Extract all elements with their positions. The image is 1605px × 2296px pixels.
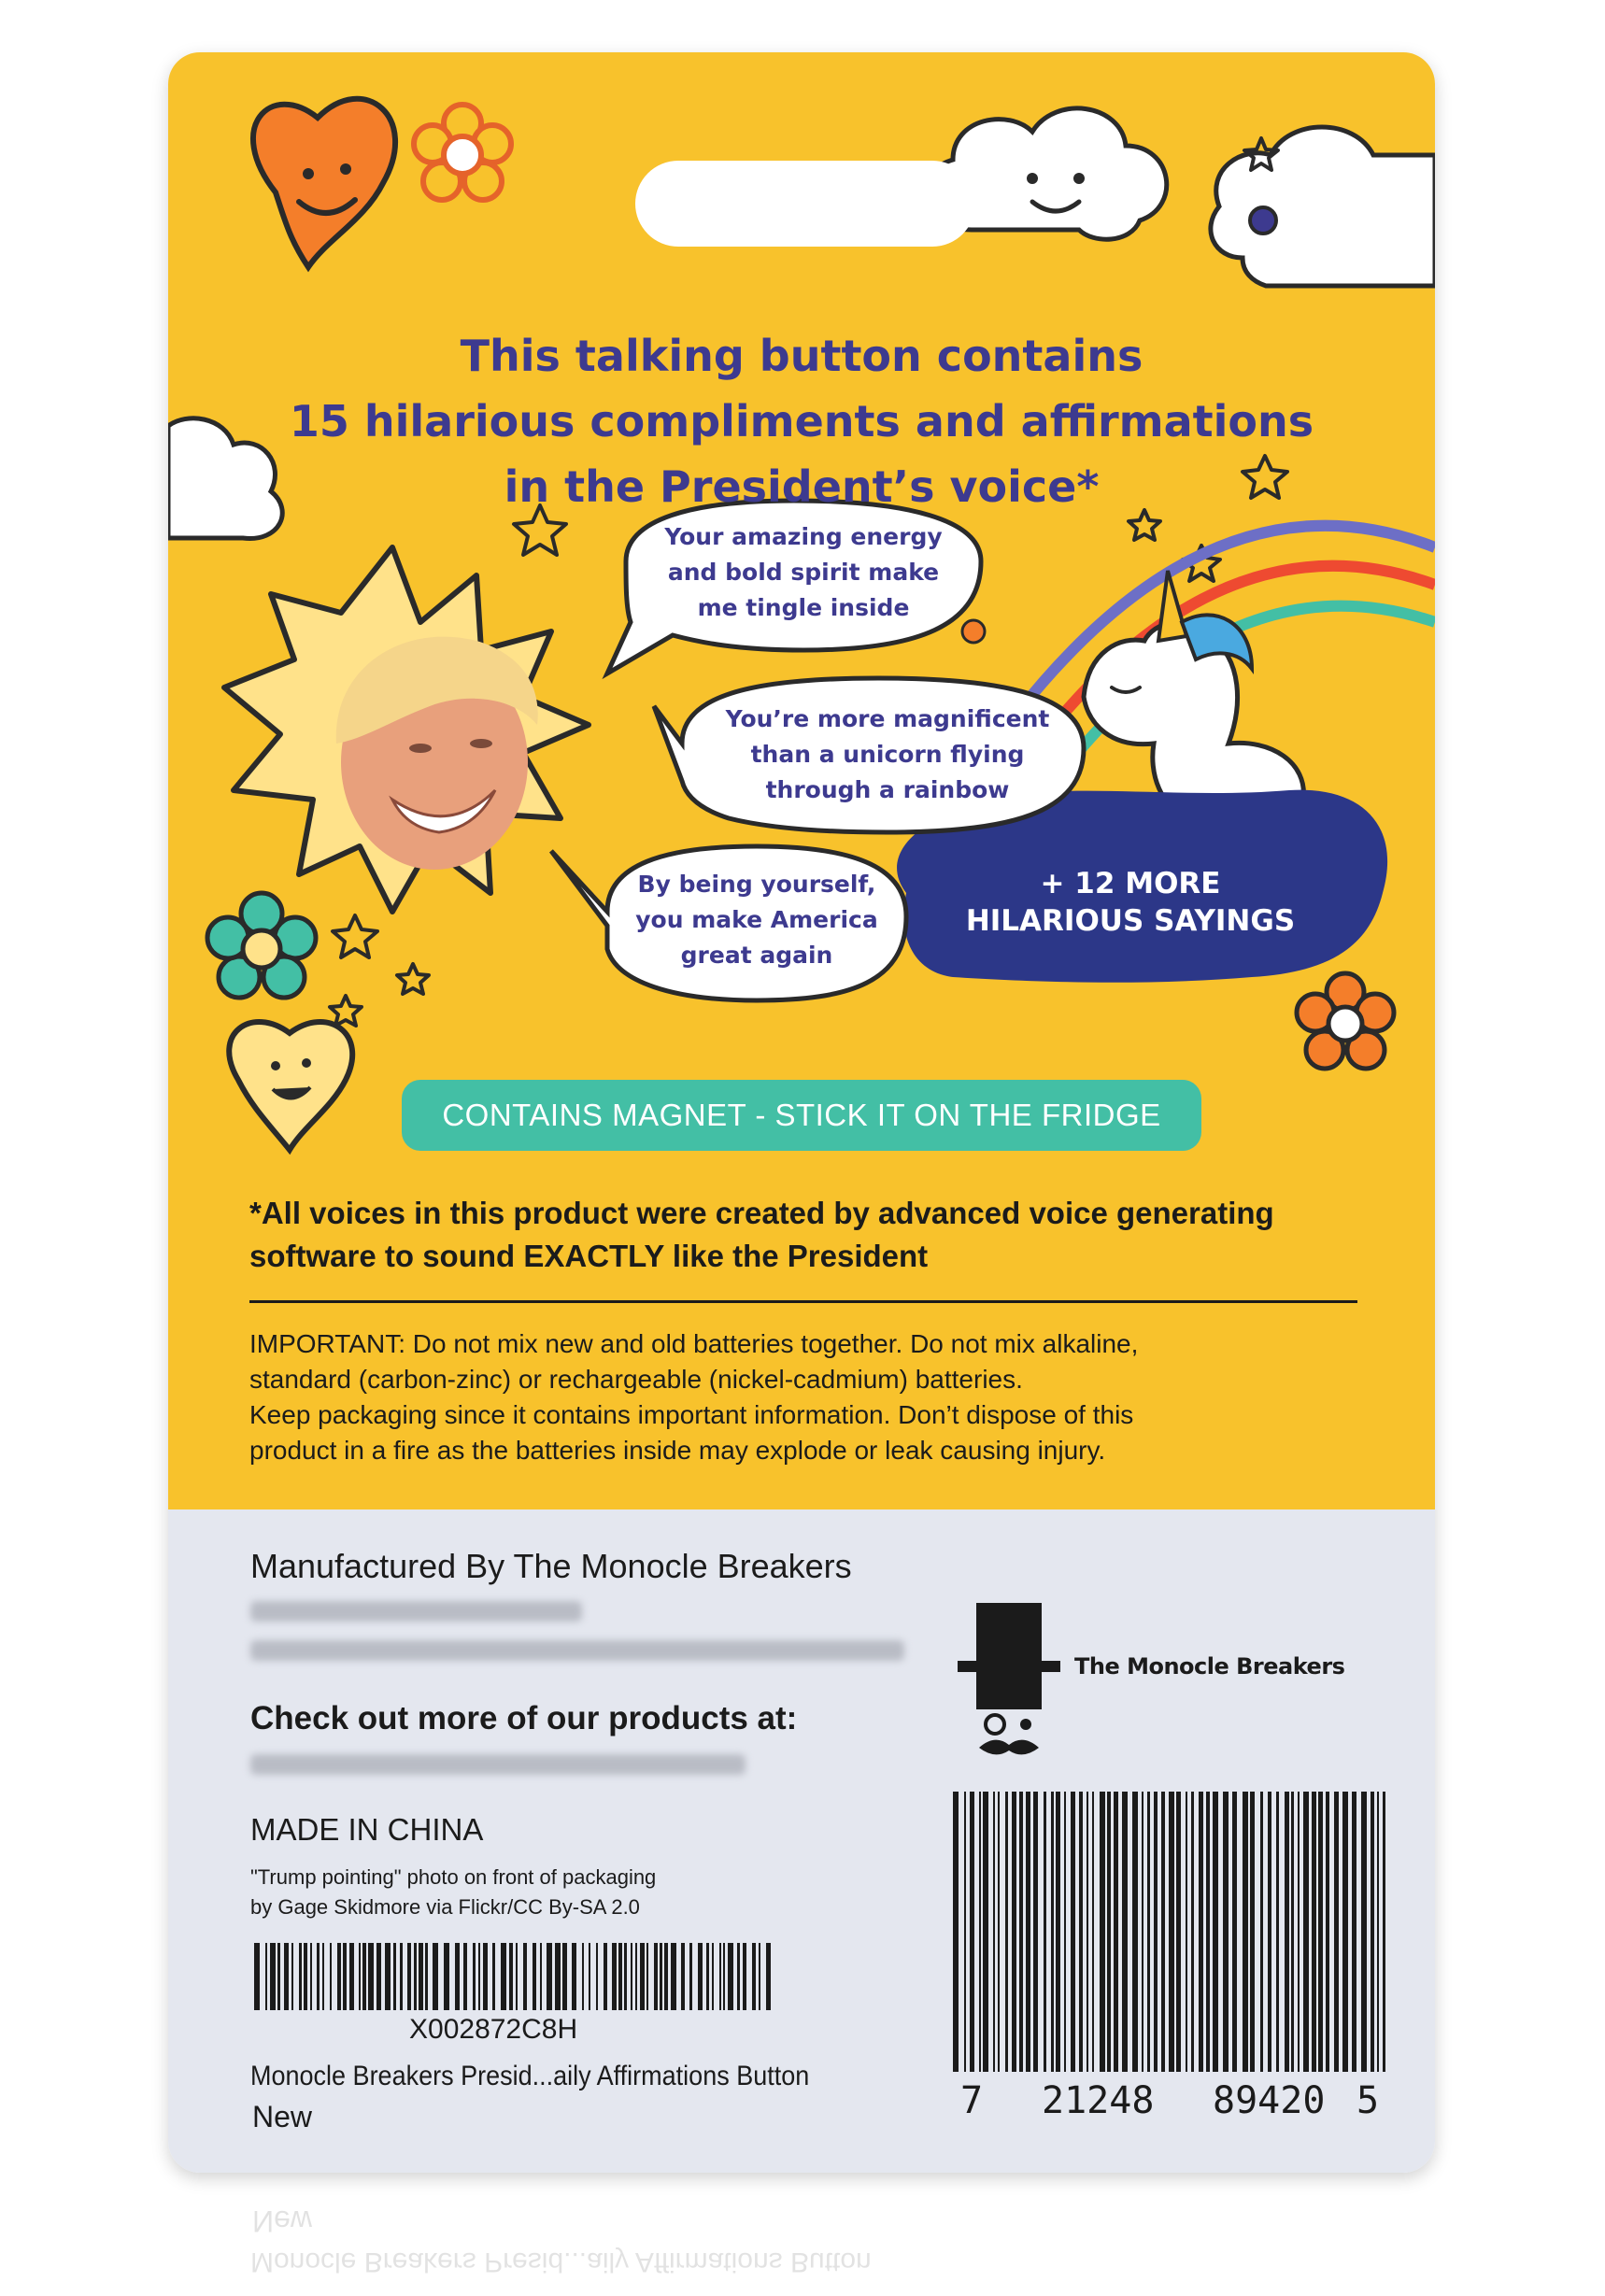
barcode-bar bbox=[265, 1943, 267, 2010]
barcode-bar bbox=[654, 1943, 658, 2010]
reflection-product-name: Monocle Breakers Presid...aily Affirmations Button bbox=[250, 2246, 872, 2277]
barcode-bar bbox=[562, 1943, 567, 2010]
barcode-bar bbox=[970, 1792, 974, 2072]
barcode-bar bbox=[1213, 1792, 1218, 2072]
barcode-bar bbox=[582, 1943, 584, 2010]
headline-line: in the President’s voice* bbox=[504, 461, 1100, 512]
more-sayings-line: HILARIOUS SAYINGS bbox=[965, 904, 1296, 938]
made-in-label: MADE IN CHINA bbox=[250, 1812, 484, 1847]
barcode-bar bbox=[270, 1943, 276, 2010]
barcode-bar bbox=[1147, 1792, 1150, 2072]
barcode-bar bbox=[752, 1943, 756, 2010]
check-products-label: Check out more of our products at: bbox=[250, 1700, 798, 1736]
more-sayings-line: + 12 MORE bbox=[1040, 867, 1221, 900]
star-icon bbox=[330, 996, 362, 1026]
bubble-text-america bbox=[607, 867, 906, 973]
barcode-bar bbox=[1303, 1792, 1309, 2072]
barcode-bar bbox=[501, 1943, 506, 2010]
barcode-bar bbox=[1383, 1792, 1385, 2072]
barcode-bar bbox=[473, 1943, 476, 2010]
barcode-bar bbox=[1064, 1792, 1066, 2072]
bubble-line: By being yourself, bbox=[637, 871, 876, 898]
barcode-bar bbox=[1005, 1792, 1008, 2072]
bubble-line: great again bbox=[680, 942, 833, 969]
barcode-bar bbox=[516, 1943, 518, 2010]
barcode-bar bbox=[719, 1943, 721, 2010]
barcode-bar bbox=[1161, 1792, 1165, 2072]
fnsku-code: X002872C8H bbox=[409, 2014, 578, 2045]
barcode-bar bbox=[1342, 1792, 1348, 2072]
disclaimer-line: *All voices in this product were created by advanced voice generating bbox=[249, 1196, 1274, 1230]
flower-icon bbox=[1250, 207, 1276, 234]
barcode-bar bbox=[322, 1943, 324, 2010]
barcode-bar bbox=[1186, 1792, 1187, 2072]
warning-line: Keep packaging since it contains important information. Don’t dispose of this bbox=[249, 1400, 1134, 1429]
barcode-bar bbox=[362, 1943, 366, 2010]
warning-line: standard (carbon-zinc) or rechargeable (nickel-cadmium) batteries. bbox=[249, 1365, 1023, 1394]
upc-last-digit: 5 bbox=[1356, 2079, 1380, 2122]
bubble-line: me tingle inside bbox=[697, 594, 910, 621]
magnet-badge: CONTAINS MAGNET - STICK IT ON THE FRIDGE bbox=[402, 1080, 1201, 1151]
barcode-bar bbox=[1044, 1792, 1046, 2072]
barcode-bar bbox=[766, 1943, 771, 2010]
barcode-bar bbox=[664, 1943, 668, 2010]
barcode-bar bbox=[393, 1943, 396, 2010]
barcode-bar bbox=[1019, 1792, 1023, 2072]
barcode-bar bbox=[1154, 1792, 1158, 2072]
bubble-line: you make America bbox=[635, 906, 878, 933]
barcode-bar bbox=[433, 1943, 438, 2010]
barcode-bar bbox=[743, 1943, 746, 2010]
packaging-card bbox=[168, 52, 1435, 2173]
star-icon bbox=[397, 964, 429, 994]
bubble-line: Your amazing energy bbox=[664, 523, 943, 550]
barcode-bar bbox=[1169, 1792, 1174, 2072]
star-icon bbox=[333, 915, 377, 957]
barcode-bar bbox=[419, 1943, 423, 2010]
disclaimer-line: software to sound EXACTLY like the President bbox=[249, 1239, 929, 1273]
barcode-bar bbox=[1176, 1792, 1181, 2072]
warning-line: product in a fire as the batteries inside may explode or leak causing injury. bbox=[249, 1436, 1106, 1465]
credit-line: "Trump pointing" photo on front of packaging bbox=[250, 1865, 657, 1889]
headline-line: This talking button contains bbox=[460, 331, 1143, 381]
barcode-bar bbox=[1026, 1792, 1030, 2072]
monocle-breakers-logo bbox=[953, 1603, 1065, 1762]
floor-reflection bbox=[168, 2182, 1435, 2296]
barcode-bar bbox=[953, 1792, 959, 2072]
barcode-bar bbox=[1250, 1792, 1255, 2072]
barcode-bar bbox=[1352, 1792, 1356, 2072]
barcode-bar bbox=[1232, 1792, 1237, 2072]
barcode-bar bbox=[737, 1943, 740, 2010]
redacted-contact bbox=[250, 1640, 904, 1661]
barcode-bar bbox=[1132, 1792, 1138, 2072]
manufacturer-label: Manufactured By The Monocle Breakers bbox=[250, 1547, 852, 1585]
redacted-address bbox=[250, 1601, 582, 1622]
flower-icon bbox=[414, 105, 511, 200]
barcode-bar bbox=[612, 1943, 617, 2010]
barcode-bar bbox=[1033, 1792, 1038, 2072]
barcode-bar bbox=[284, 1943, 289, 2010]
warning-line: IMPORTANT: Do not mix new and old batteries together. Do not mix alkaline, bbox=[249, 1329, 1139, 1358]
president-face-image bbox=[336, 637, 538, 870]
barcode-bar bbox=[646, 1943, 648, 2010]
barcode-bar bbox=[640, 1943, 645, 2010]
bubble-line: than a unicorn flying bbox=[750, 741, 1025, 768]
barcode-bar bbox=[533, 1943, 536, 2010]
barcode-bar bbox=[596, 1943, 598, 2010]
barcode-bar bbox=[547, 1943, 552, 2010]
barcode-bar bbox=[681, 1943, 685, 2010]
brand-name: The Monocle Breakers bbox=[1074, 1653, 1345, 1679]
bubble-line: and bold spirit make bbox=[667, 559, 940, 586]
upc-left-digits: 21248 bbox=[1042, 2079, 1155, 2122]
barcode-bar bbox=[407, 1943, 411, 2010]
barcode-bar bbox=[1199, 1792, 1203, 2072]
barcode-bar bbox=[1056, 1792, 1060, 2072]
barcode-bar bbox=[1334, 1792, 1339, 2072]
barcode-bar bbox=[618, 1943, 622, 2010]
headline bbox=[168, 323, 1435, 519]
barcode-bar bbox=[1051, 1792, 1054, 2072]
barcode-bar bbox=[723, 1943, 725, 2010]
barcode-bar bbox=[671, 1943, 676, 2010]
barcode-bar bbox=[1107, 1792, 1111, 2072]
heart-icon bbox=[229, 1022, 352, 1150]
photo-credit bbox=[250, 1863, 656, 1922]
more-sayings-label bbox=[934, 865, 1327, 940]
battery-warning bbox=[249, 1326, 1371, 1468]
barcode-bar bbox=[1298, 1792, 1300, 2072]
bubble-text-unicorn bbox=[701, 702, 1074, 808]
barcode-bar bbox=[589, 1943, 590, 2010]
barcode-bar bbox=[1318, 1792, 1323, 2072]
barcode-bar bbox=[1312, 1792, 1316, 2072]
upc-right-digits: 89420 bbox=[1213, 2079, 1326, 2122]
redacted-website bbox=[250, 1754, 746, 1775]
barcode-bar bbox=[1087, 1792, 1088, 2072]
fnsku-barcode bbox=[254, 1943, 779, 2010]
barcode-bar bbox=[728, 1943, 733, 2010]
barcode-bar bbox=[343, 1943, 347, 2010]
barcode-bar bbox=[463, 1943, 467, 2010]
barcode-bar bbox=[368, 1943, 374, 2010]
barcode-bar bbox=[1291, 1792, 1294, 2072]
barcode-bar bbox=[349, 1943, 354, 2010]
flower-icon bbox=[1297, 973, 1394, 1069]
heart-icon bbox=[253, 99, 395, 267]
barcode-bar bbox=[1223, 1792, 1229, 2072]
barcode-bar bbox=[979, 1792, 981, 2072]
barcode-bar bbox=[509, 1943, 513, 2010]
upc-first-digit: 7 bbox=[960, 2079, 984, 2122]
reflection-condition: New bbox=[252, 2204, 313, 2238]
barcode-bar bbox=[712, 1943, 714, 2010]
barcode-bar bbox=[414, 1943, 417, 2010]
barcode-bar bbox=[1191, 1792, 1194, 2072]
barcode-bar bbox=[631, 1943, 632, 2010]
barcode-bar bbox=[310, 1943, 312, 2010]
credit-line: by Gage Skidmore via Flickr/CC By-SA 2.0 bbox=[250, 1895, 640, 1919]
barcode-bar bbox=[299, 1943, 302, 2010]
barcode-bar bbox=[1361, 1792, 1367, 2072]
barcode-bar bbox=[759, 1943, 760, 2010]
barcode-bar bbox=[1260, 1792, 1263, 2072]
barcode-bar bbox=[1276, 1792, 1279, 2072]
barcode-bar bbox=[1268, 1792, 1271, 2072]
barcode-bar bbox=[1243, 1792, 1248, 2072]
barcode-bar bbox=[540, 1943, 542, 2010]
barcode-bar bbox=[425, 1943, 428, 2010]
barcode-bar bbox=[624, 1943, 627, 2010]
barcode-bar bbox=[998, 1792, 1000, 2072]
barcode-bar bbox=[1377, 1792, 1379, 2072]
condition-label: New bbox=[252, 2100, 313, 2133]
barcode-bar bbox=[483, 1943, 488, 2010]
barcode-bar bbox=[1142, 1792, 1143, 2072]
barcode-bar bbox=[1122, 1792, 1128, 2072]
barcode-bar bbox=[689, 1943, 692, 2010]
barcode-bar bbox=[964, 1792, 966, 2072]
barcode-bar bbox=[1326, 1792, 1329, 2072]
barcode-bar bbox=[376, 1943, 381, 2010]
barcode-bar bbox=[983, 1792, 988, 2072]
barcode-bar bbox=[444, 1943, 449, 2010]
barcode-bar bbox=[1100, 1792, 1105, 2072]
headline-line: 15 hilarious compliments and affirmations bbox=[289, 396, 1314, 446]
reflection-content bbox=[168, 2182, 1435, 2296]
barcode-bar bbox=[400, 1943, 403, 2010]
flower-icon bbox=[207, 893, 316, 998]
bubble-text-energy bbox=[635, 519, 972, 626]
barcode-bar bbox=[555, 1943, 561, 2010]
bubble-line: through a rainbow bbox=[765, 776, 1010, 803]
barcode-bar bbox=[330, 1943, 332, 2010]
barcode-bar bbox=[1012, 1792, 1016, 2072]
barcode-bar bbox=[1092, 1792, 1094, 2072]
barcode-bar bbox=[317, 1943, 320, 2010]
barcode-bar bbox=[455, 1943, 460, 2010]
barcode-bar bbox=[1206, 1792, 1210, 2072]
barcode-bar bbox=[478, 1943, 480, 2010]
barcode-bar bbox=[635, 1943, 637, 2010]
barcode-bar bbox=[1071, 1792, 1075, 2072]
product-name: Monocle Breakers Presid...aily Affirmations Button bbox=[250, 2061, 810, 2091]
barcode-bar bbox=[1114, 1792, 1118, 2072]
barcode-bar bbox=[698, 1943, 703, 2010]
barcode-bar bbox=[1079, 1792, 1083, 2072]
voice-disclaimer bbox=[249, 1192, 1361, 1278]
hang-slot bbox=[635, 161, 975, 247]
barcode-bar bbox=[337, 1943, 341, 2010]
barcode-bar bbox=[604, 1943, 607, 2010]
bubble-line: You’re more magnificent bbox=[725, 705, 1050, 732]
yellow-panel bbox=[168, 52, 1435, 1509]
barcode-bar bbox=[523, 1943, 527, 2010]
barcode-bar bbox=[291, 1943, 293, 2010]
divider bbox=[249, 1300, 1357, 1303]
barcode-bar bbox=[706, 1943, 709, 2010]
barcode-bar bbox=[572, 1943, 576, 2010]
barcode-bar bbox=[993, 1792, 995, 2072]
barcode-bar bbox=[1285, 1792, 1289, 2072]
barcode-bar bbox=[1371, 1792, 1374, 2072]
barcode-bar bbox=[304, 1943, 307, 2010]
barcode-bar bbox=[277, 1943, 280, 2010]
barcode-bar bbox=[359, 1943, 361, 2010]
barcode-bar bbox=[492, 1943, 495, 2010]
barcode-bar bbox=[385, 1943, 391, 2010]
barcode-bar bbox=[254, 1943, 260, 2010]
barcode-bar bbox=[660, 1943, 662, 2010]
